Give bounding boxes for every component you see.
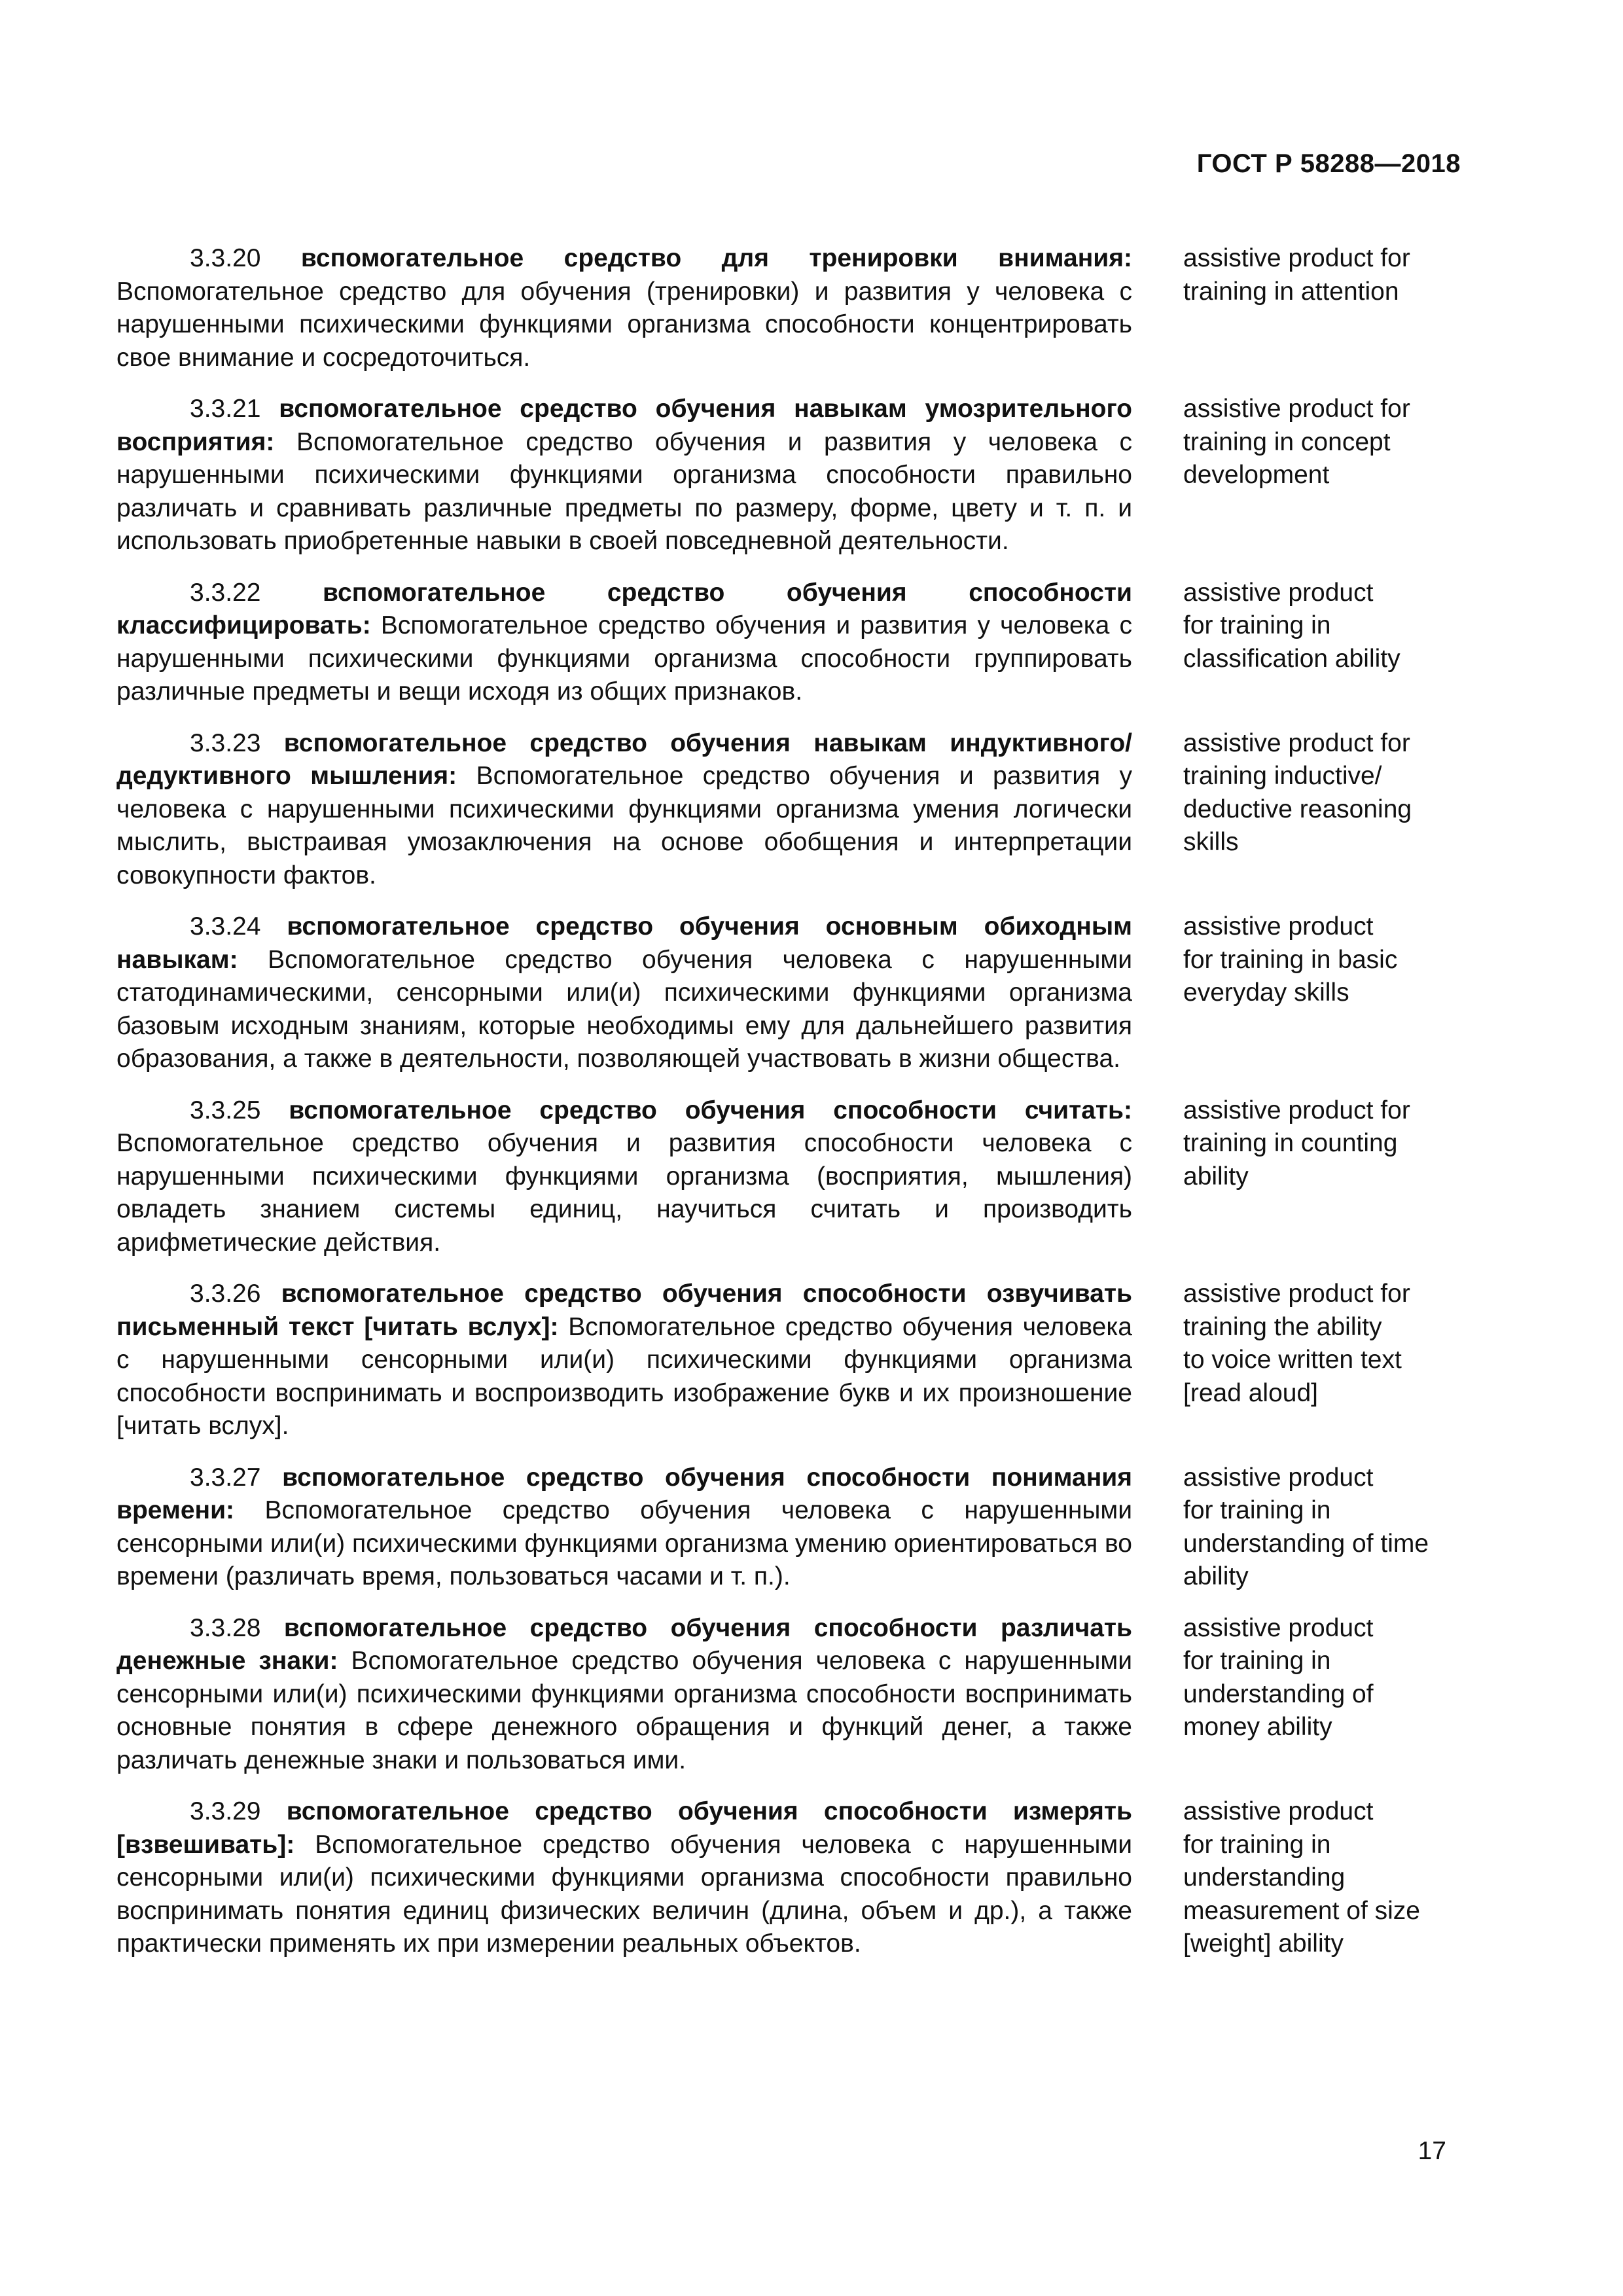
term-number: 3.3.26 [190, 1280, 261, 1308]
term-title-en: assistive product for training inductive/ deductive reasoning skills [1183, 728, 1412, 856]
term-title-en: assistive product for training in understanding measurement of size [weight] ability [1183, 1797, 1420, 1958]
term-entry [116, 1612, 1465, 1778]
term-number: 3.3.25 [190, 1096, 261, 1124]
term-definition-ru [116, 1278, 1132, 1443]
term-definition-text: Вспомогательное средство обучения человека с нарушенными сенсорными или(и) психическими функциями организма способности правильно воспринимать понятия единиц физических величин (длина, объем и др.), а также практически применять их при измерении реальных объектов. [116, 1830, 1132, 1958]
term-title-ru: вспомогательное средство для тренировки внимания: [300, 244, 1132, 272]
term-number: 3.3.27 [190, 1463, 261, 1492]
term-definition-ru [116, 577, 1132, 709]
standard-header: ГОСТ Р 58288—2018 [1196, 149, 1461, 178]
term-number: 3.3.22 [190, 578, 261, 607]
term-title-ru: вспомогательное средство обучения основным обиходным навыкам: [116, 912, 1132, 974]
term-definition-ru [116, 1462, 1132, 1594]
term-entry [116, 393, 1465, 558]
term-title-en: assistive product for training in understanding of money ability [1183, 1613, 1374, 1741]
term-number: 3.3.28 [190, 1613, 261, 1642]
term-definition-text: Вспомогательное средство обучения и развития способности человека с нарушенными психическими функциями организма (восприятия, мышления) овладеть знанием системы единиц, научиться считать и производить арифметические действия. [116, 1129, 1132, 1257]
term-number: 3.3.24 [190, 912, 261, 941]
term-title-ru: вспомогательное средство обучения способности измерять [взвешивать]: [116, 1797, 1132, 1859]
term-title-ru: вспомогательное средство обучения способности понимания времени: [116, 1463, 1132, 1524]
term-definition-ru [116, 1094, 1132, 1260]
term-title-en: assistive product for training in attention [1183, 244, 1410, 306]
page-number: 17 [1418, 2137, 1446, 2165]
term-title-ru: вспомогательное средство обучения навыкам индуктивного/дедуктивного мышления: [116, 728, 1132, 790]
term-definition-text: Вспомогательное средство обучения человека с нарушенными сенсорными или(и) психическими функциями организма способности воспринимать основные понятия в сфере денежного обращения и функций денег, а также различать денежные знаки и пользоваться ими. [116, 1647, 1132, 1774]
term-entry [116, 242, 1465, 374]
term-entry [116, 1094, 1465, 1260]
term-title-ru: вспомогательное средство обучения навыкам умозрительного восприятия: [116, 395, 1133, 456]
term-definition-ru [116, 910, 1132, 1076]
term-title-en: assistive product for training in classification ability [1183, 578, 1400, 673]
term-number: 3.3.23 [190, 728, 261, 757]
term-entry [116, 577, 1465, 709]
term-title-ru: вспомогательное средство обучения способности классифицировать: [116, 578, 1132, 639]
term-title-en: assistive product for training in concept development [1183, 395, 1410, 489]
term-entry [116, 1462, 1465, 1594]
term-number: 3.3.21 [190, 395, 261, 423]
term-title-en: assistive product for training in understanding of time ability [1183, 1463, 1429, 1590]
term-title-en: assistive product for training in counting ability [1183, 1096, 1410, 1191]
term-definition-text: Вспомогательное средство для обучения (тренировки) и развития у человека с нарушенными психическими функциями организма способности концентрировать свое внимание и сосредоточиться. [116, 277, 1132, 372]
term-definition-text: Вспомогательное средство обучения и развития у человека с нарушенными психическими функциями организма способности группировать различные предметы и вещи исходя из общих признаков. [116, 611, 1132, 706]
term-entry [116, 1278, 1465, 1443]
term-definition-ru [116, 1795, 1132, 1961]
term-title-en: assistive product for training in basic everyday skills [1183, 912, 1398, 1007]
term-title-ru: вспомогательное средство обучения способности озвучивать письменный текст [читать вслух]: [116, 1280, 1132, 1341]
term-definition-ru [116, 1612, 1132, 1778]
term-number: 3.3.29 [190, 1797, 261, 1825]
term-definition-text: Вспомогательное средство обучения человека с нарушенными статодинамическими, сенсорными или(и) психическими функциями организма базовым исходным знаниям, которые необходимы ему для дальнейшего развития образования, а также в деятельности, позволяющей участвовать в жизни общества. [116, 945, 1132, 1073]
term-definition-text: Вспомогательное средство обучения человека с нарушенными сенсорными или(и) психическими функциями организма способности воспринимать и воспроизводить изображение букв и их произношение [читать вслух]. [116, 1312, 1132, 1440]
term-title-en: assistive product for training the ability to voice written text [read aloud] [1183, 1280, 1410, 1407]
term-entry [116, 910, 1465, 1076]
term-title-ru: вспомогательное средство обучения способности различать денежные знаки: [116, 1613, 1132, 1675]
term-definition-ru [116, 242, 1132, 374]
term-definition-ru [116, 393, 1132, 558]
term-definition-text: Вспомогательное средство обучения человека с нарушенными сенсорными или(и) психическими функциями организма умению ориентироваться во времени (различать время, пользоваться часами и т. п.). [116, 1496, 1132, 1590]
term-entry [116, 1795, 1465, 1961]
term-number: 3.3.20 [190, 244, 261, 272]
term-definition-ru [116, 727, 1132, 893]
term-entry [116, 727, 1465, 893]
term-definition-text: Вспомогательное средство обучения и развития у человека с нарушенными психическими функциями организма способности правильно различать и сравнивать различные предметы по размеру, форме, цвету и т. п. и использовать приобретенные навыки в своей повседневной деятельности. [116, 427, 1132, 555]
terms-list [116, 242, 1465, 1979]
term-title-ru: вспомогательное средство обучения способности считать: [289, 1096, 1132, 1124]
term-definition-text: Вспомогательное средство обучения и развития у человека с нарушенными психическими функциями организма умения логически мыслить, выстраивая умозаключения на основе обобщения и интерпретации совокупности фактов. [116, 762, 1132, 889]
